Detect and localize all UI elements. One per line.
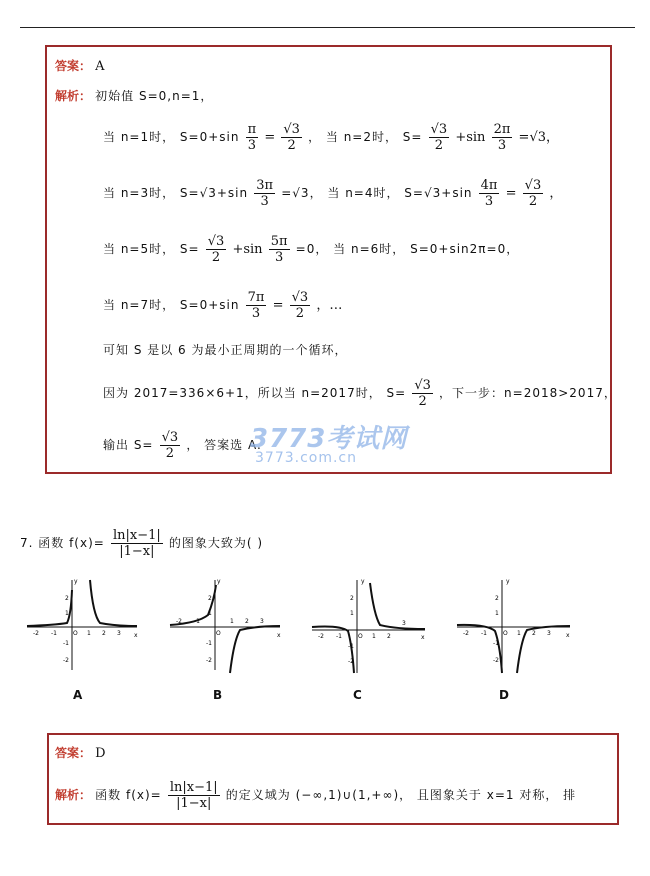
step-n1-n2 — [103, 122, 559, 153]
tick: -2 — [206, 657, 212, 664]
tick: 2 — [350, 595, 354, 602]
period-line — [103, 342, 348, 359]
numerator: ln|x−1| — [169, 780, 218, 795]
graph-c — [310, 575, 430, 685]
text: =√3， — [518, 130, 559, 145]
question-prefix: 7. 函数 f(x)= — [20, 536, 105, 550]
tick: -2 — [318, 633, 324, 640]
tick: 2 — [65, 595, 69, 602]
tick: 1 — [495, 610, 499, 617]
text: +sin — [232, 242, 263, 257]
denominator: 2 — [165, 446, 175, 461]
fraction — [246, 290, 267, 321]
denominator: 3 — [484, 194, 494, 209]
watermark-logo: 3773考试网 — [250, 424, 408, 454]
numerator: √3 — [524, 178, 542, 193]
answer-box-2 — [47, 733, 619, 825]
fraction — [492, 122, 513, 153]
text: = — [505, 186, 517, 201]
tick: 3 — [117, 630, 121, 637]
tick: 1 — [517, 630, 521, 637]
fraction — [479, 178, 500, 209]
tick: -2 — [63, 657, 69, 664]
tick: -1 — [194, 618, 200, 625]
analysis-label: 解析： — [55, 788, 92, 802]
text: +sin — [455, 130, 486, 145]
numerator: 5π — [270, 234, 288, 249]
tick: -1 — [481, 630, 487, 637]
numerator: √3 — [291, 290, 309, 305]
text: =√3， 当 n=4时， S=√3+sin — [281, 186, 473, 200]
text: 输出 S= — [103, 438, 154, 452]
graph-label-a: A — [73, 688, 83, 702]
fraction — [269, 234, 290, 265]
numerator: √3 — [414, 378, 431, 393]
fraction — [429, 122, 450, 153]
fraction — [168, 780, 220, 811]
fraction — [206, 234, 227, 265]
text: ，… — [316, 298, 343, 313]
x-label: x — [134, 632, 138, 639]
tick: O — [358, 633, 363, 640]
x-label: x — [566, 632, 570, 639]
denominator: 3 — [260, 194, 269, 209]
y-label: y — [506, 578, 510, 585]
tick: O — [503, 630, 508, 637]
answer-label: 答案： — [55, 746, 92, 760]
text: 当 n=7时， S=0+sin — [103, 298, 240, 312]
x-label: x — [277, 632, 281, 639]
denominator: 2 — [434, 138, 444, 153]
question-suffix: 的图象大致为( ) — [168, 536, 264, 550]
answer-line-1 — [55, 58, 105, 75]
graph-b — [168, 575, 288, 685]
curve-right — [90, 580, 137, 626]
text: 因为 2017=336×6+1，所以当 n=2017时， S= — [103, 386, 407, 400]
graph-a — [25, 575, 145, 685]
tick: O — [73, 630, 78, 637]
tick: -2 — [463, 630, 469, 637]
numerator: √3 — [207, 234, 225, 249]
numerator: ln|x−1| — [112, 528, 161, 543]
tick: 2 — [387, 633, 391, 640]
x-label: x — [421, 634, 425, 641]
tick: 1 — [208, 610, 212, 617]
fraction — [160, 430, 181, 461]
analysis-line-2 — [55, 780, 576, 811]
step-n7 — [103, 290, 342, 321]
denominator: |1−x| — [119, 544, 155, 559]
tick: -2 — [348, 658, 354, 665]
denominator: 3 — [274, 250, 284, 265]
watermark-url: 3773.com.cn — [255, 450, 357, 466]
denominator: 2 — [528, 194, 538, 209]
tick: -2 — [33, 630, 39, 637]
text: ，下一步：n=2018>2017， — [439, 386, 617, 400]
fraction — [412, 378, 433, 409]
tick: 1 — [230, 618, 234, 625]
tick: -1 — [51, 630, 57, 637]
tick: O — [216, 630, 221, 637]
numerator: 3π — [256, 178, 274, 193]
tick: 1 — [372, 633, 376, 640]
text: =0， 当 n=6时， S=0+sin2π=0， — [295, 242, 520, 256]
tick: 2 — [102, 630, 106, 637]
tick: -1 — [63, 640, 69, 647]
text: = — [272, 298, 284, 313]
tick: 2 — [495, 595, 499, 602]
text: 可知 S 是以 6 为最小正周期的一个循环， — [103, 343, 348, 357]
question-7 — [20, 528, 263, 559]
question-fraction — [111, 528, 163, 559]
analysis-line-1 — [55, 88, 213, 105]
fraction — [246, 122, 259, 153]
denominator: 2 — [295, 306, 305, 321]
analysis-label: 解析： — [55, 89, 92, 103]
denominator: 2 — [287, 138, 296, 153]
numerator: π — [247, 122, 257, 137]
numerator: √3 — [283, 122, 300, 137]
tick: 3 — [547, 630, 551, 637]
tick: 1 — [87, 630, 91, 637]
curve-right — [230, 626, 280, 673]
numerator: √3 — [161, 430, 179, 445]
step-n5-n6 — [103, 234, 519, 265]
tick: -2 — [176, 618, 182, 625]
y-label: y — [361, 578, 365, 585]
top-rule — [20, 27, 635, 28]
tick: 2 — [532, 630, 536, 637]
numerator: √3 — [430, 122, 448, 137]
text: = — [264, 130, 276, 145]
graph-label-c: C — [353, 688, 362, 702]
tick: 1 — [350, 610, 354, 617]
answer-label: 答案： — [55, 59, 92, 73]
tick: 3 — [260, 618, 264, 625]
tick: 2 — [245, 618, 249, 625]
denominator: |1−x| — [176, 796, 212, 811]
graph-label-b: B — [213, 688, 223, 702]
answer-value: D — [95, 746, 106, 761]
y-label: y — [217, 578, 221, 585]
tick: 2 — [208, 595, 212, 602]
fraction — [290, 290, 311, 321]
y-label: y — [74, 578, 78, 585]
text: ， — [549, 186, 563, 201]
text: 当 n=5时， S= — [103, 242, 200, 256]
answer-line-2 — [55, 745, 106, 762]
text: ， 当 n=2时， S= — [308, 130, 423, 144]
denominator: 3 — [497, 138, 507, 153]
numerator: 7π — [247, 290, 265, 305]
text: 当 n=3时， S=√3+sin — [103, 186, 249, 200]
tick: -2 — [493, 657, 499, 664]
graph-d — [455, 575, 575, 685]
denominator: 2 — [418, 394, 427, 409]
text: 当 n=1时， S=0+sin — [103, 130, 240, 144]
text: 函数 f(x)= — [95, 788, 162, 802]
step-n3-n4 — [103, 178, 562, 209]
text: 的定义域为 (−∞,1)∪(1,+∞)， 且图象关于 x=1 对称， 排 — [225, 788, 577, 802]
output-line — [103, 430, 262, 461]
tick: -1 — [348, 643, 354, 650]
tick: -1 — [336, 633, 342, 640]
text: ， 答案选 A. — [186, 438, 262, 452]
fraction — [523, 178, 544, 209]
denominator: 2 — [211, 250, 221, 265]
numerator: 2π — [493, 122, 511, 137]
answer-value: A — [95, 59, 105, 74]
tick: -1 — [206, 640, 212, 647]
curve-right — [517, 626, 570, 673]
fraction — [254, 178, 275, 209]
numerator: 4π — [480, 178, 498, 193]
analysis-text: 初始值 S=0,n=1， — [95, 89, 214, 103]
tick: 3 — [402, 620, 406, 627]
tick: 1 — [65, 610, 69, 617]
fraction — [281, 122, 302, 153]
denominator: 3 — [247, 138, 257, 153]
tick: -1 — [493, 640, 499, 647]
graph-label-d: D — [499, 688, 509, 702]
step-2017 — [103, 378, 617, 409]
denominator: 3 — [251, 306, 261, 321]
curve-right — [370, 583, 425, 629]
